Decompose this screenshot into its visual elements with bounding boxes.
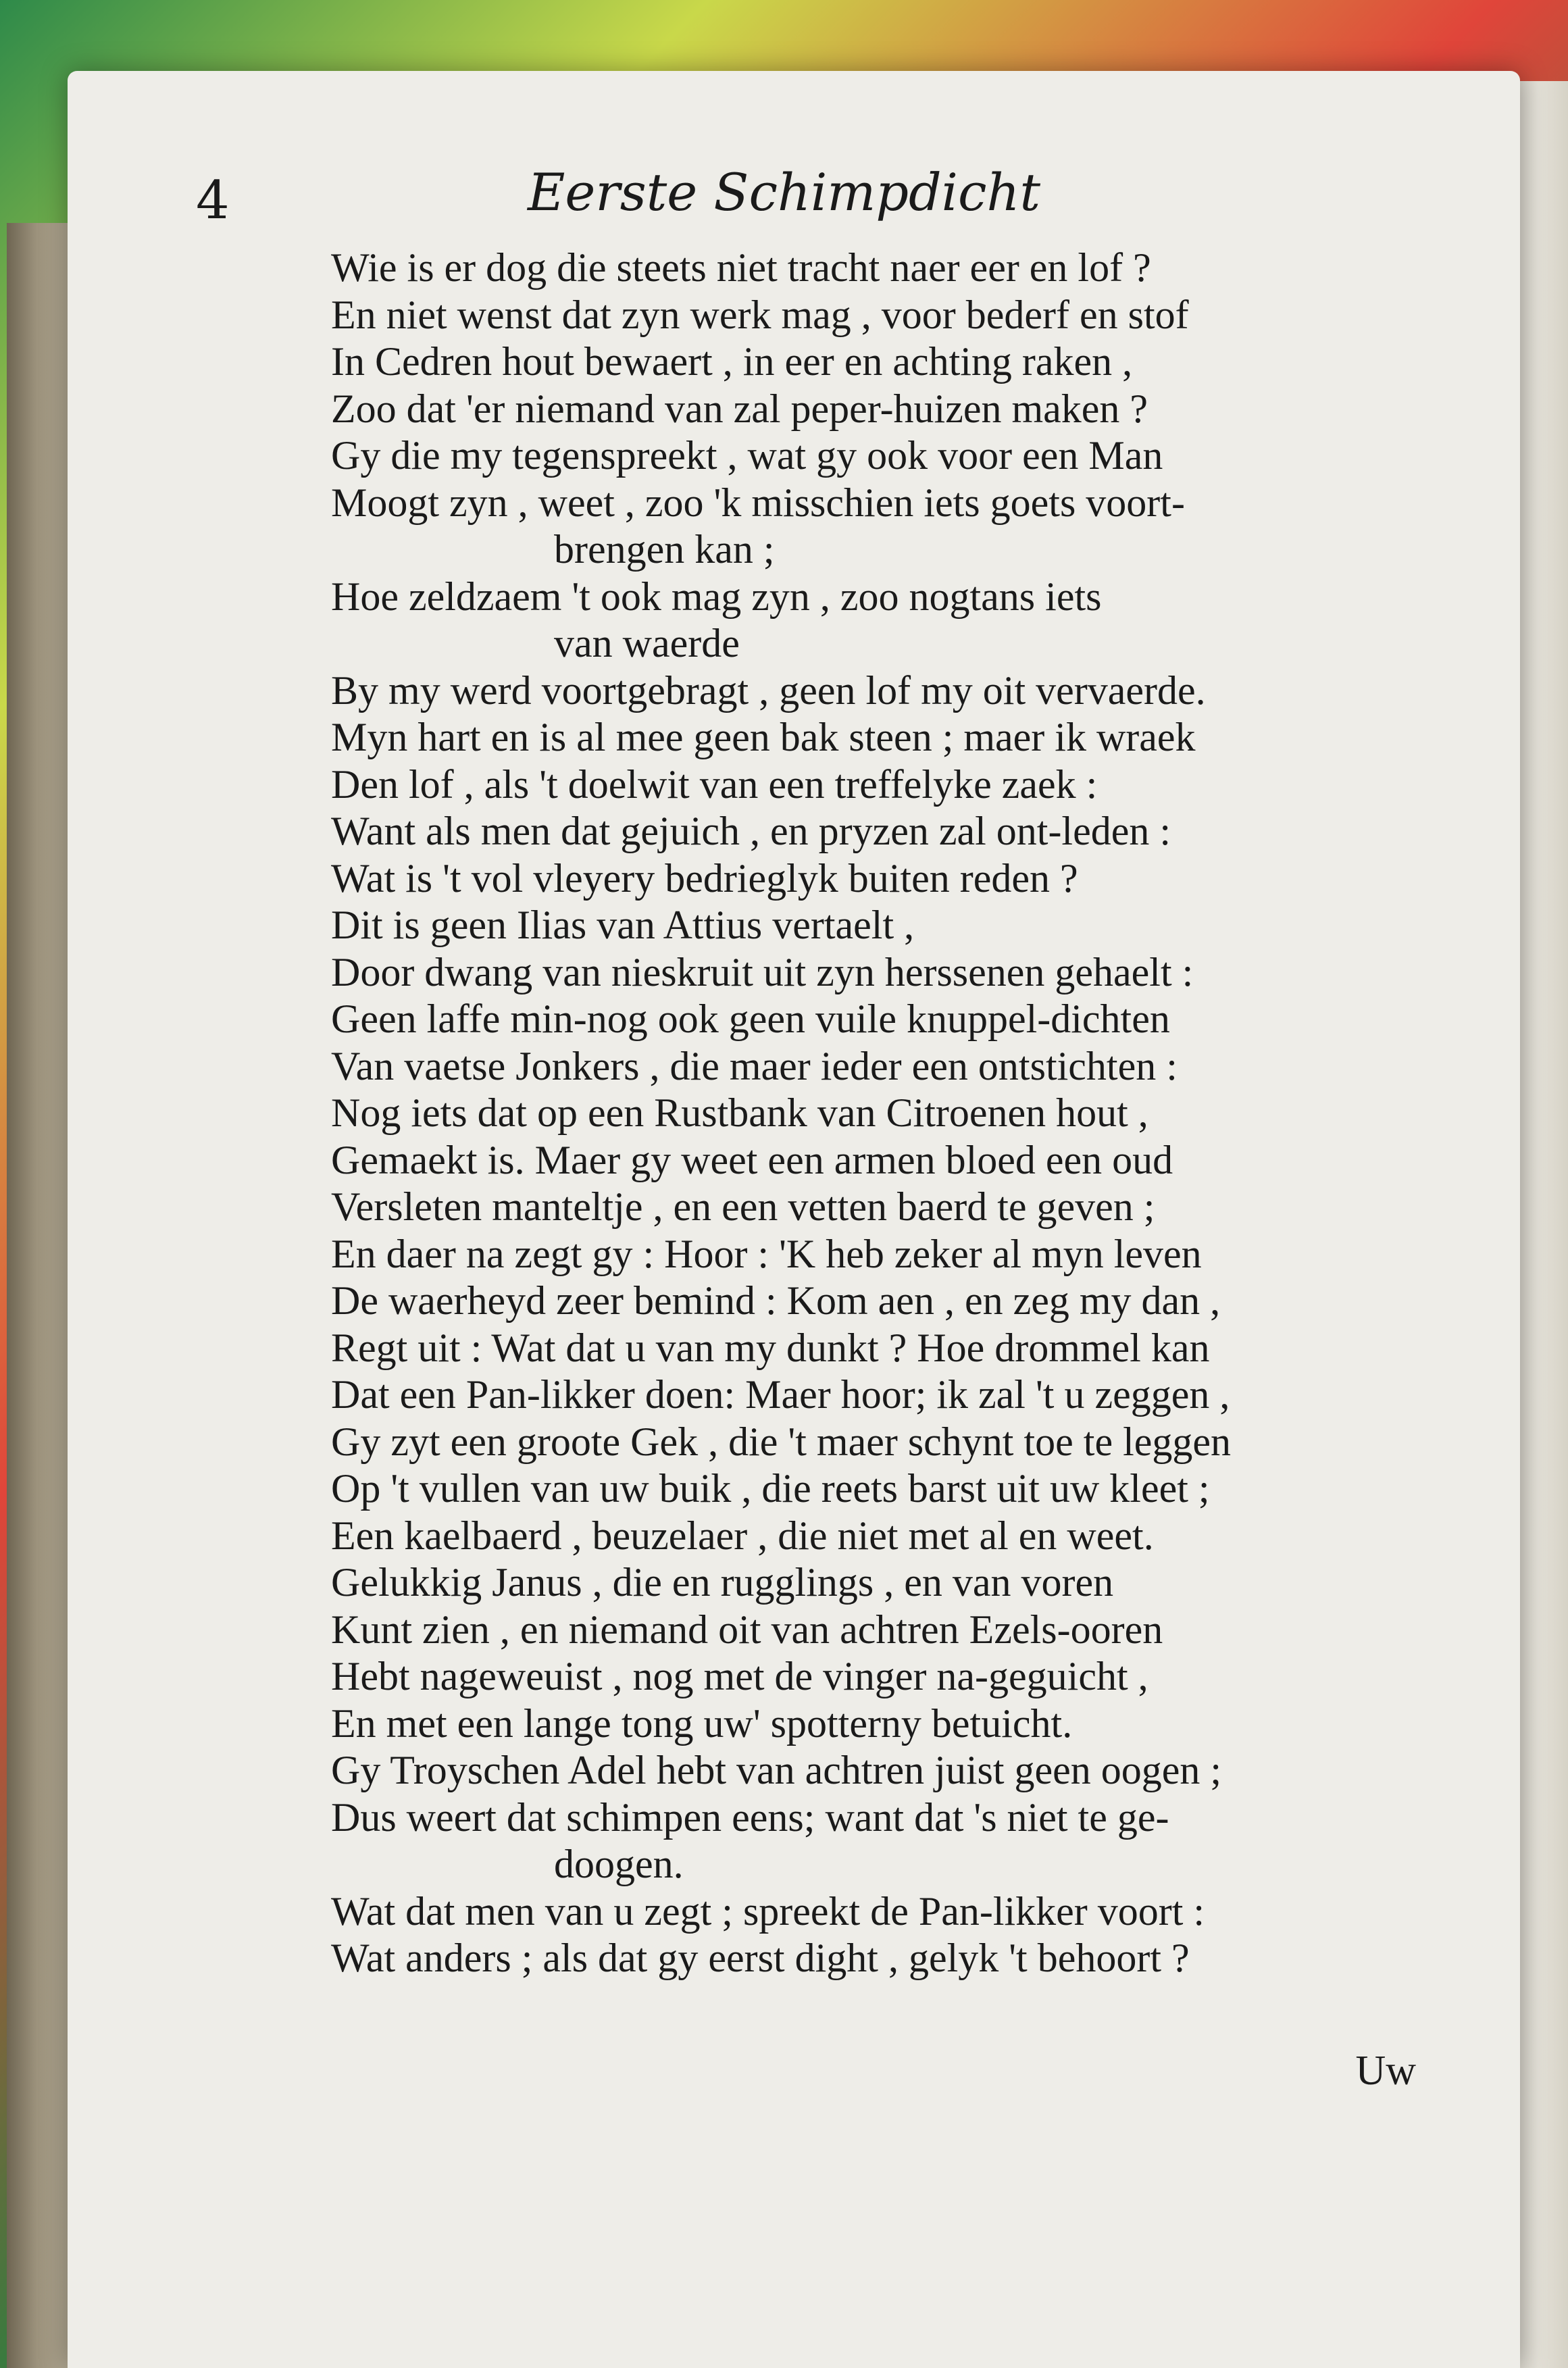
poem-line-continuation: brengen kan ; [554, 527, 775, 572]
poem-line: Dus weert dat schimpen eens; want dat 's niet te ge- [331, 1794, 1169, 1840]
poem-line: By my werd voortgebragt , geen lof my oit vervaerde. [331, 667, 1206, 713]
poem-line: Dat een Pan-likker doen: Maer hoor; ik zal 't u zeggen , [331, 1372, 1230, 1417]
catchword: Uw [1355, 2048, 1416, 2094]
poem-line: Nog iets dat op een Rustbank van Citroenen hout , [331, 1090, 1148, 1135]
poem-line: Dit is geen Ilias van Attius vertaelt , [331, 903, 915, 947]
poem-line: Gelukkig Janus , die en rugglings , en van voren [331, 1560, 1114, 1605]
poem-line-continuation: van waerde [554, 621, 740, 665]
poem-line: En niet wenst dat zyn werk mag , voor bederf en stof [331, 292, 1189, 337]
poem-line: Wat is 't vol vleyery bedrieglyk buiten reden ? [331, 855, 1078, 901]
poem-line: Wat dat men van u zegt ; spreekt de Pan-likker voort : [331, 1888, 1205, 1934]
poem-line: Wat anders ; als dat gy eerst dight , gelyk 't behoort ? [331, 1936, 1190, 1980]
poem-line: De waerheyd zeer bemind : Kom aen , en zeg my dan , [331, 1278, 1221, 1323]
poem-line: Myn hart en is al mee geen bak steen ; maer ik wraek [331, 715, 1196, 759]
poem-line: Want als men dat gejuich , en pryzen zal ont-leden : [331, 809, 1171, 853]
poem-line: In Cedren hout bewaert , in eer en achting raken , [331, 339, 1133, 384]
poem-line: Regt uit : Wat dat u van my dunkt ? Hoe drommel kan [331, 1325, 1210, 1370]
poem-line: Geen laffe min-nog ook geen vuile knuppel-dichten [331, 997, 1170, 1041]
poem-line: Hebt nageweuist , nog met de vinger na-geguicht , [331, 1654, 1148, 1698]
poem-line: Moogt zyn , weet , zoo 'k misschien iets goets voort- [331, 480, 1185, 525]
running-title: Eerste Schimpdicht [527, 162, 1041, 222]
poem-line: Kunt zien , en niemand oit van achtren Ezels-ooren [331, 1607, 1163, 1652]
poem-line: Gy Troyschen Adel hebt van achtren juist geen oogen ; [331, 1748, 1222, 1792]
poem-line: Versleten manteltje , en een vetten baerd te geven ; [331, 1184, 1155, 1229]
poem-line: Gemaekt is. Maer gy weet een armen bloed een oud [331, 1137, 1173, 1182]
poem-line: Hoe zeldzaem 't ook mag zyn , zoo nogtans iets [331, 574, 1102, 619]
poem-line: Een kaelbaerd , beuzelaer , die niet met al en weet. [331, 1513, 1154, 1558]
poem-line: Wie is er dog die steets niet tracht naer eer en lof ? [331, 245, 1151, 290]
poem-line: Gy die my tegenspreekt , wat gy ook voor een Man [331, 433, 1163, 478]
poem-line: En daer na zegt gy : Hoor : 'K heb zeker al myn leven [331, 1231, 1202, 1276]
poem-line: Van vaetse Jonkers , die maer ieder een ontstichten : [331, 1043, 1178, 1088]
poem-line: Zoo dat 'er niemand van zal peper-huizen maken ? [331, 386, 1148, 431]
poem-line: Gy zyt een groote Gek , die 't maer schynt toe te leggen [331, 1419, 1232, 1464]
poem-line: Den lof , als 't doelwit van een treffelyke zaek : [331, 761, 1098, 807]
poem-line: En met een lange tong uw' spotterny betuicht. [331, 1701, 1073, 1746]
poem-line: Op 't vullen van uw buik , die reets barst uit uw kleet ; [331, 1466, 1210, 1511]
poem-line: Door dwang van nieskruit uit zyn herssenen gehaelt : [331, 949, 1194, 994]
page-number: 4 [196, 170, 230, 231]
poem-text [331, 245, 1439, 1982]
poem-line-continuation: doogen. [554, 1842, 684, 1886]
